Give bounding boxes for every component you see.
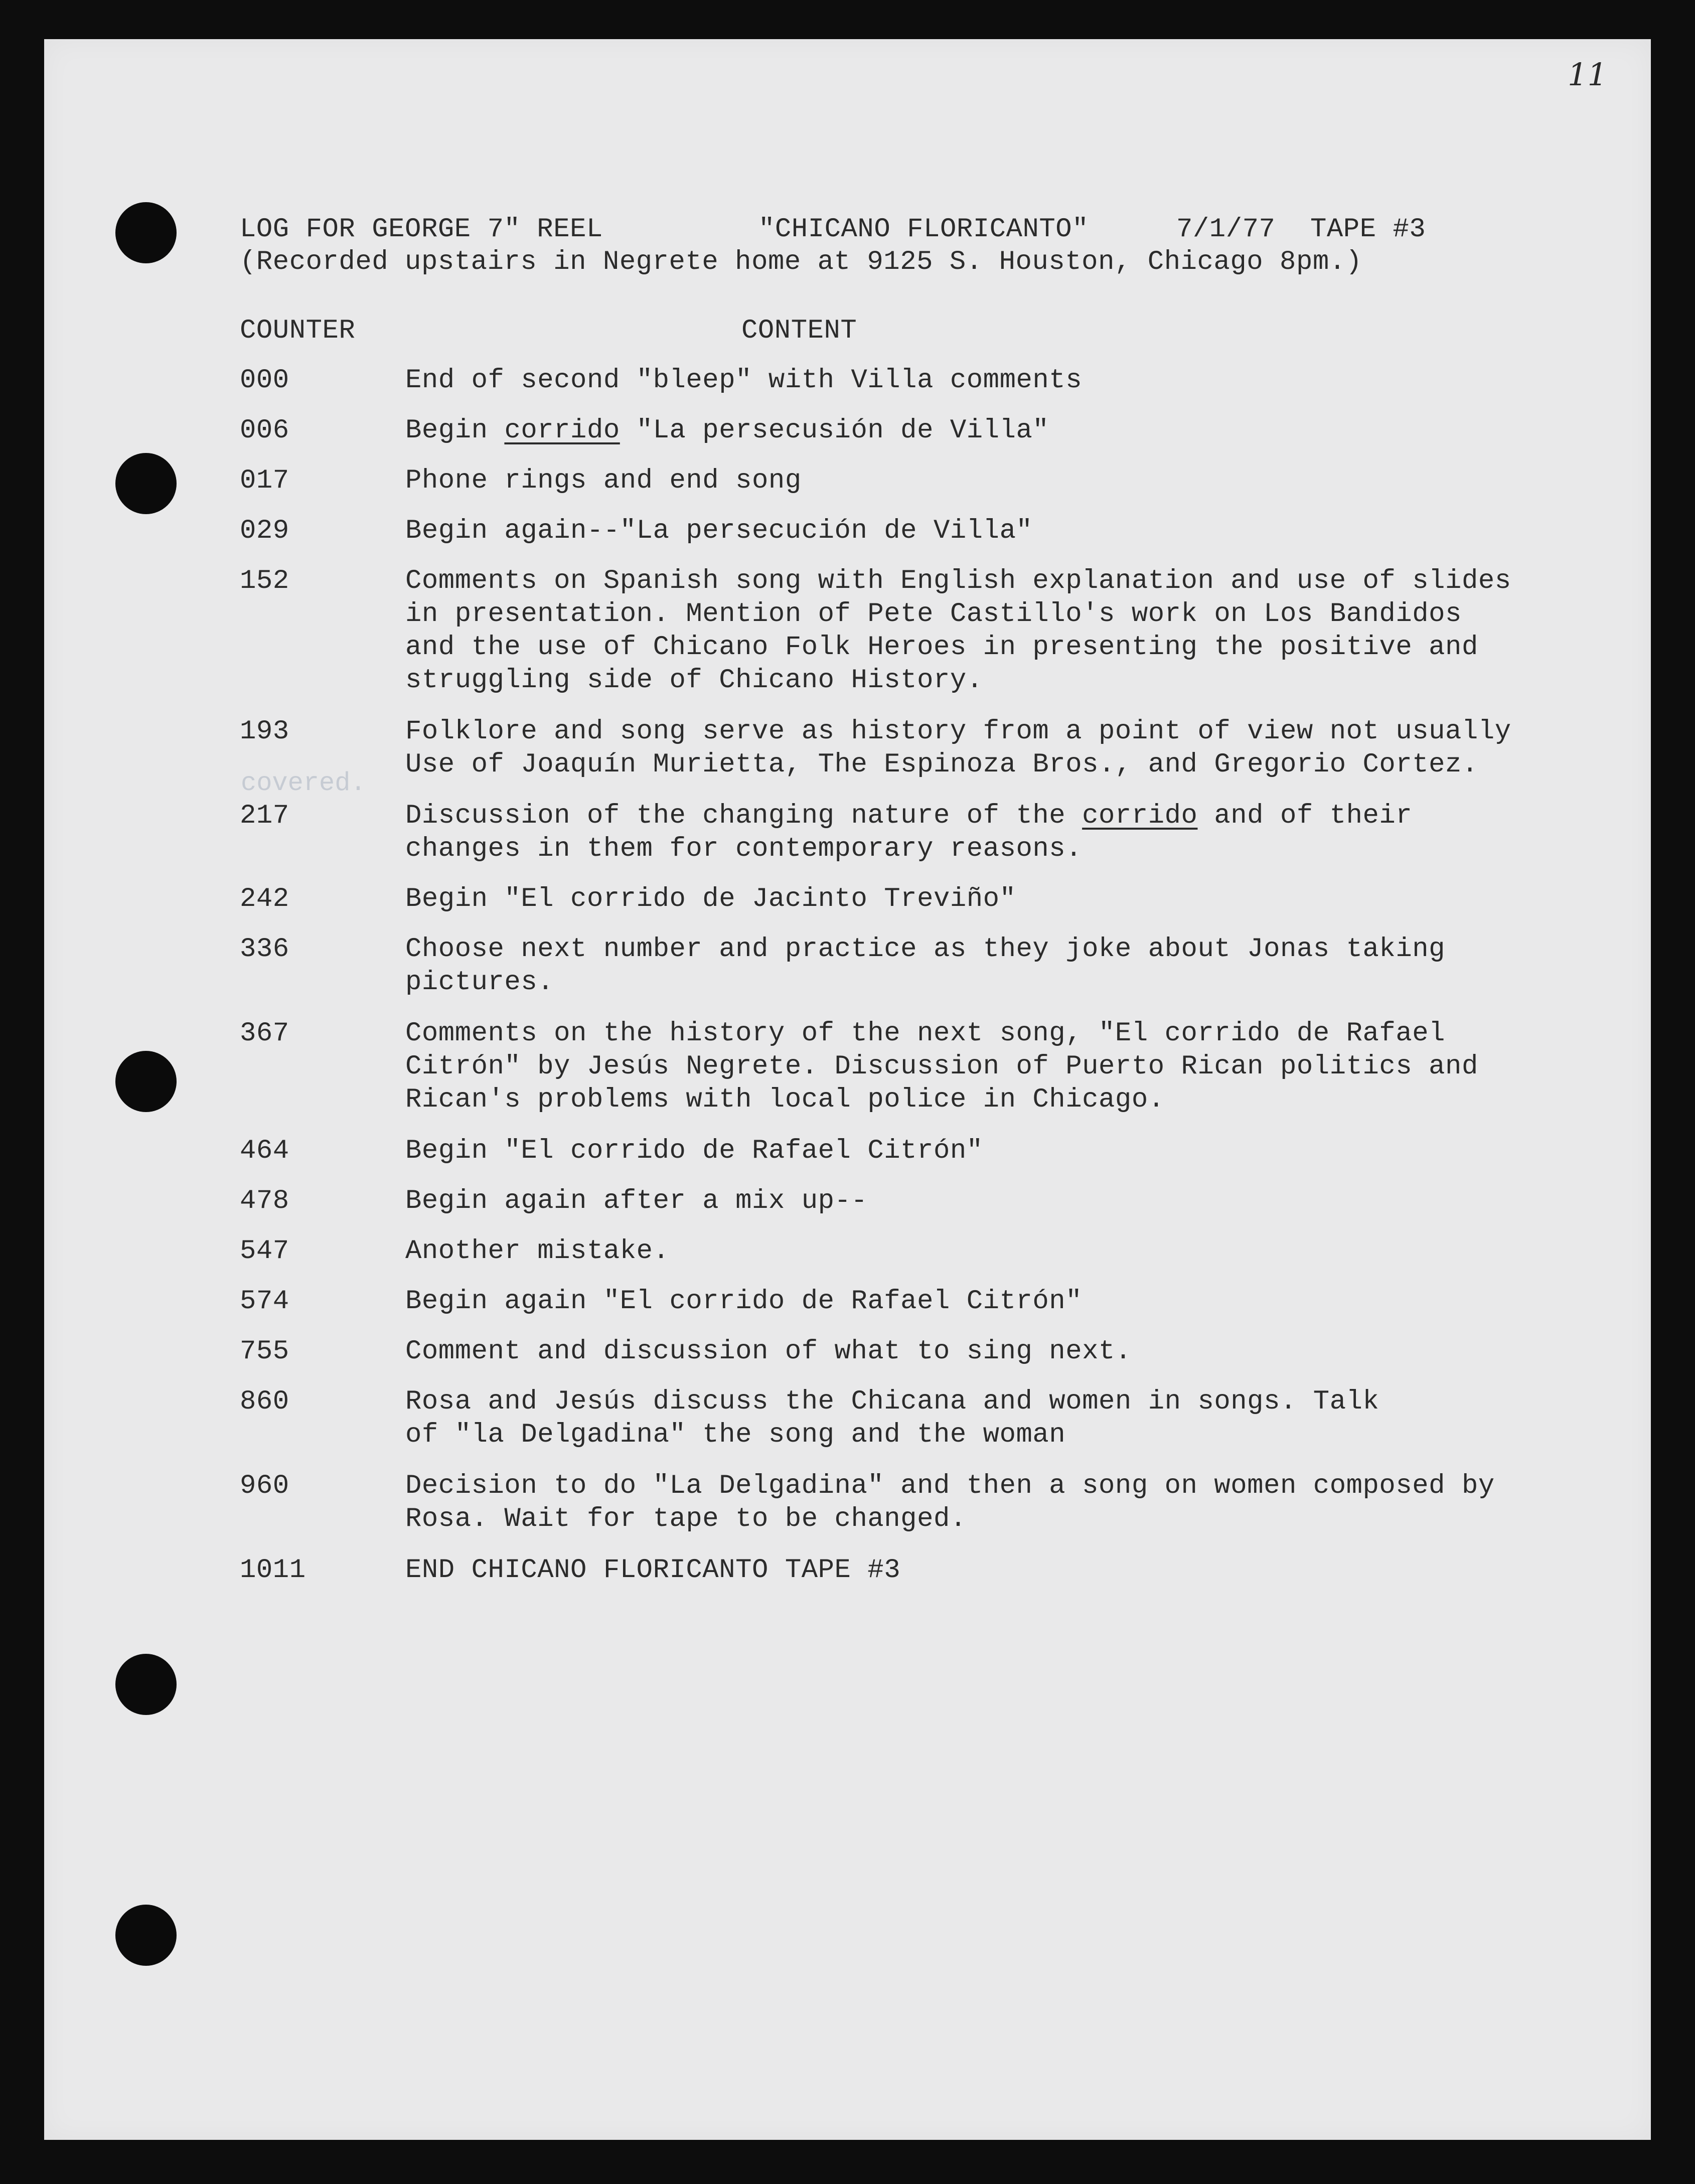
entry-text: of "la Delgadina" the song and the woman: [405, 1420, 1066, 1450]
entry-text: Folklore and song serve as history from a point of view not usually: [405, 716, 1511, 747]
entry-counter: 547: [240, 1236, 289, 1267]
entry-text: Choose next number and practice as they joke about Jonas taking: [405, 934, 1446, 965]
entry-text: Decision to do "La Delgadina" and then a song on women composed by: [405, 1471, 1495, 1501]
column-heading-content: CONTENT: [741, 316, 857, 346]
entry-counter: 193: [240, 716, 289, 747]
column-heading-counter: COUNTER: [240, 316, 356, 346]
entry-text: END CHICANO FLORICANTO TAPE #3: [405, 1555, 901, 1586]
binder-hole-2: [115, 453, 177, 514]
binder-hole-5: [115, 1905, 177, 1966]
entry-text: Begin "El corrido de Rafael Citrón": [405, 1136, 983, 1166]
entry-text: Comment and discussion of what to sing next.: [405, 1336, 1132, 1367]
entry-counter: 464: [240, 1136, 289, 1166]
entry-text: Discussion of the changing nature of the corrido and of their: [405, 801, 1413, 831]
binder-hole-1: [115, 202, 177, 263]
entry-text: Begin again--"La persecución de Villa": [405, 516, 1033, 546]
header-tape: TAPE #3: [1310, 214, 1426, 245]
entry-text: Use of Joaquín Murietta, The Espinoza Bros., and Gregorio Cortez.: [405, 749, 1478, 780]
entry-text: Citrón" by Jesús Negrete. Discussion of Puerto Rican politics and: [405, 1051, 1478, 1082]
header-log: LOG FOR GEORGE 7" REEL: [240, 214, 603, 245]
entry-text: End of second "bleep" with Villa comments: [405, 365, 1083, 396]
binder-hole-3: [115, 1051, 177, 1112]
binder-hole-4: [115, 1654, 177, 1715]
entry-text: in presentation. Mention of Pete Castillo's work on Los Bandidos: [405, 599, 1462, 630]
entry-text: changes in them for contemporary reasons.: [405, 834, 1083, 864]
entry-counter: 152: [240, 566, 289, 596]
entry-counter: 860: [240, 1386, 289, 1417]
entry-text: struggling side of Chicano History.: [405, 665, 983, 696]
entry-counter: 1011: [240, 1555, 306, 1586]
entry-text: Begin corrido "La persecusión de Villa": [405, 415, 1049, 446]
entry-text: Another mistake.: [405, 1236, 670, 1267]
entry-counter: 242: [240, 884, 289, 914]
entry-text: Begin "El corrido de Jacinto Treviño": [405, 884, 1016, 914]
entry-text: and the use of Chicano Folk Heroes in presenting the positive and: [405, 632, 1478, 663]
entry-text: Rosa. Wait for tape to be changed.: [405, 1504, 967, 1534]
header-title: "CHICANO FLORICANTO": [758, 214, 1089, 245]
entry-counter: 006: [240, 415, 289, 446]
entry-counter: 017: [240, 465, 289, 496]
faint-note: covered.: [241, 768, 366, 798]
entry-text: Rican's problems with local police in Chicago.: [405, 1084, 1165, 1115]
entry-counter: 367: [240, 1018, 289, 1049]
entry-counter: 960: [240, 1471, 289, 1501]
entry-counter: 478: [240, 1186, 289, 1216]
entry-text: pictures.: [405, 967, 554, 998]
entry-text: Begin again "El corrido de Rafael Citrón": [405, 1286, 1083, 1317]
header-date: 7/1/77: [1176, 214, 1276, 245]
entry-counter: 755: [240, 1336, 289, 1367]
entry-text: Comments on the history of the next song, "El corrido de Rafael: [405, 1018, 1446, 1049]
entry-text: Begin again after a mix up--: [405, 1186, 868, 1216]
header-recorded: (Recorded upstairs in Negrete home at 9125 S. Houston, Chicago 8pm.): [240, 247, 1362, 277]
entry-counter: 000: [240, 365, 289, 396]
entry-counter: 336: [240, 934, 289, 965]
entry-text: Comments on Spanish song with English explanation and use of slides: [405, 566, 1511, 596]
entry-text: Rosa and Jesús discuss the Chicana and women in songs. Talk: [405, 1386, 1379, 1417]
entry-text: Phone rings and end song: [405, 465, 802, 496]
entry-counter: 029: [240, 516, 289, 546]
page-number: 11: [1568, 56, 1607, 93]
entry-counter: 574: [240, 1286, 289, 1317]
entry-counter: 217: [240, 801, 289, 831]
